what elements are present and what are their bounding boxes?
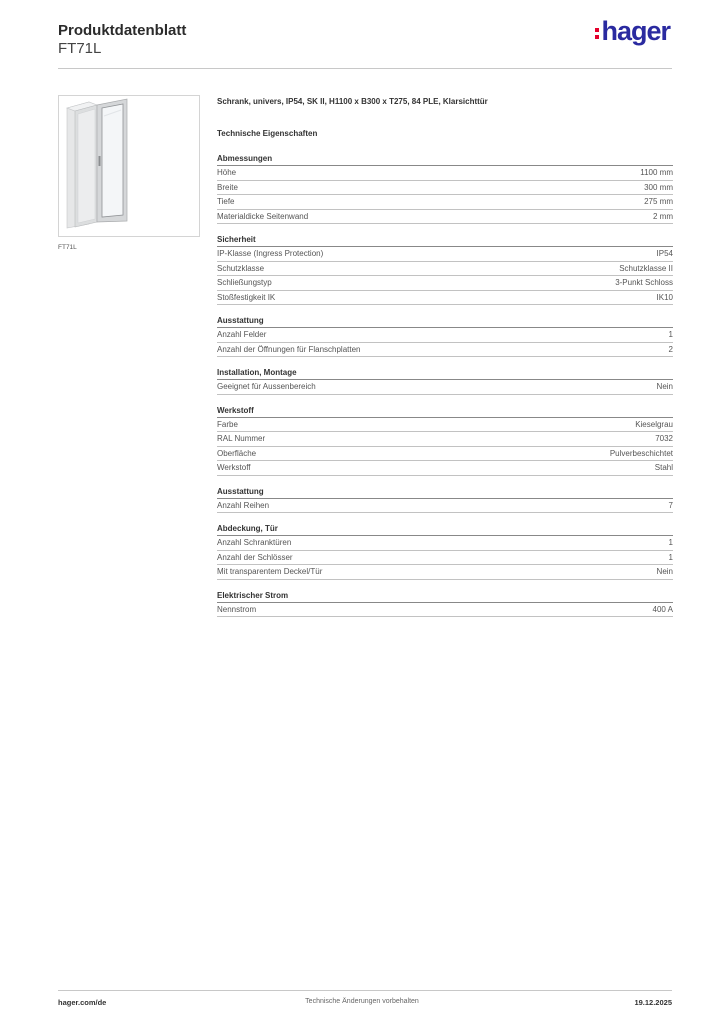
property-value: 275 mm — [644, 197, 673, 206]
image-caption: FT71L — [58, 244, 77, 251]
footer-date: 19.12.2025 — [634, 998, 672, 1007]
header-divider — [58, 68, 672, 69]
property-value: Nein — [656, 382, 673, 391]
property-value: Schutzklasse II — [619, 263, 673, 273]
property-row — [217, 195, 673, 210]
property-value: 7 — [668, 500, 673, 510]
property-row — [217, 276, 673, 291]
document-title: Produktdatenblatt — [58, 22, 187, 39]
article-number: FT71L — [58, 40, 102, 57]
section-title: Installation, Montage — [217, 367, 673, 380]
property-label: Geeignet für Aussenbereich — [217, 382, 316, 391]
property-label: Schließungstyp — [217, 278, 272, 287]
footer-divider — [58, 990, 672, 991]
property-value: Kieselgrau — [635, 419, 673, 429]
property-label: Schutzklasse — [217, 263, 265, 273]
property-label: Oberfläche — [217, 448, 257, 458]
property-label: IP-Klasse (Ingress Protection) — [217, 249, 324, 258]
property-value: Stahl — [654, 463, 673, 472]
property-section — [217, 315, 673, 357]
property-row — [217, 328, 673, 343]
logo-text: hager — [601, 16, 670, 46]
property-value: 300 mm — [644, 182, 673, 192]
footer-notice: Technische Änderungen vorbehalten — [305, 998, 419, 1005]
property-row — [217, 432, 673, 447]
property-row — [217, 603, 673, 618]
property-row — [217, 380, 673, 395]
product-image — [58, 95, 200, 237]
property-row — [217, 291, 673, 306]
property-label: Anzahl der Öffnungen für Flanschplatten — [217, 344, 361, 354]
property-value: 1 — [668, 552, 673, 562]
section-title: Abdeckung, Tür — [217, 523, 673, 536]
technical-properties-title: Technische Eigenschaften — [217, 129, 318, 138]
property-row — [217, 461, 673, 476]
property-value: 1 — [668, 538, 673, 547]
property-section — [217, 153, 673, 224]
cabinet-icon — [59, 96, 199, 236]
property-label: Höhe — [217, 168, 237, 177]
section-title: Abmessungen — [217, 153, 673, 166]
property-section — [217, 486, 673, 514]
property-row — [217, 210, 673, 225]
property-value: 1100 mm — [640, 168, 673, 177]
property-value: Pulverbeschichtet — [609, 448, 673, 458]
property-section — [217, 590, 673, 618]
property-label: Materialdicke Seitenwand — [217, 211, 309, 221]
property-section — [217, 523, 673, 580]
property-value: 2 — [668, 344, 673, 354]
section-title: Ausstattung — [217, 315, 673, 328]
property-section — [217, 405, 673, 476]
property-label: Nennstrom — [217, 604, 257, 614]
page-header — [58, 16, 672, 70]
property-row — [217, 181, 673, 196]
hager-logo — [595, 18, 670, 45]
section-title: Sicherheit — [217, 234, 673, 247]
property-label: Anzahl Schranktüren — [217, 538, 292, 547]
product-description: Schrank, univers, IP54, SK II, H1100 x B300 x T275, 84 PLE, Klarsichttür — [217, 97, 488, 106]
property-value: 3-Punkt Schloss — [615, 278, 673, 287]
property-value: 2 mm — [653, 211, 673, 221]
property-value: 400 A — [652, 604, 673, 614]
property-label: Anzahl der Schlösser — [217, 552, 293, 562]
property-label: Tiefe — [217, 197, 235, 206]
property-row — [217, 565, 673, 580]
property-label: RAL Nummer — [217, 434, 266, 443]
property-section — [217, 367, 673, 395]
property-label: Stoßfestigkeit IK — [217, 292, 276, 302]
property-label: Werkstoff — [217, 463, 251, 472]
section-title: Elektrischer Strom — [217, 590, 673, 603]
logo-dots-icon — [595, 28, 599, 39]
property-label: Anzahl Reihen — [217, 500, 270, 510]
section-title: Ausstattung — [217, 486, 673, 499]
footer-website[interactable]: hager.com/de — [58, 998, 107, 1007]
property-row — [217, 447, 673, 462]
property-row — [217, 262, 673, 277]
section-title: Werkstoff — [217, 405, 673, 418]
property-value: 7032 — [655, 434, 673, 443]
property-row — [217, 166, 673, 181]
property-label: Mit transparentem Deckel/Tür — [217, 567, 323, 576]
property-sections — [217, 153, 673, 617]
product-details — [217, 97, 673, 617]
property-row — [217, 551, 673, 566]
property-value: IK10 — [656, 292, 673, 302]
property-row — [217, 499, 673, 514]
property-row — [217, 536, 673, 551]
property-label: Farbe — [217, 419, 238, 429]
property-value: 1 — [668, 330, 673, 339]
property-row — [217, 418, 673, 433]
property-label: Anzahl Felder — [217, 330, 267, 339]
property-label: Breite — [217, 182, 238, 192]
property-row — [217, 247, 673, 262]
property-section — [217, 234, 673, 305]
property-value: IP54 — [656, 249, 673, 258]
property-value: Nein — [656, 567, 673, 576]
property-row — [217, 343, 673, 358]
